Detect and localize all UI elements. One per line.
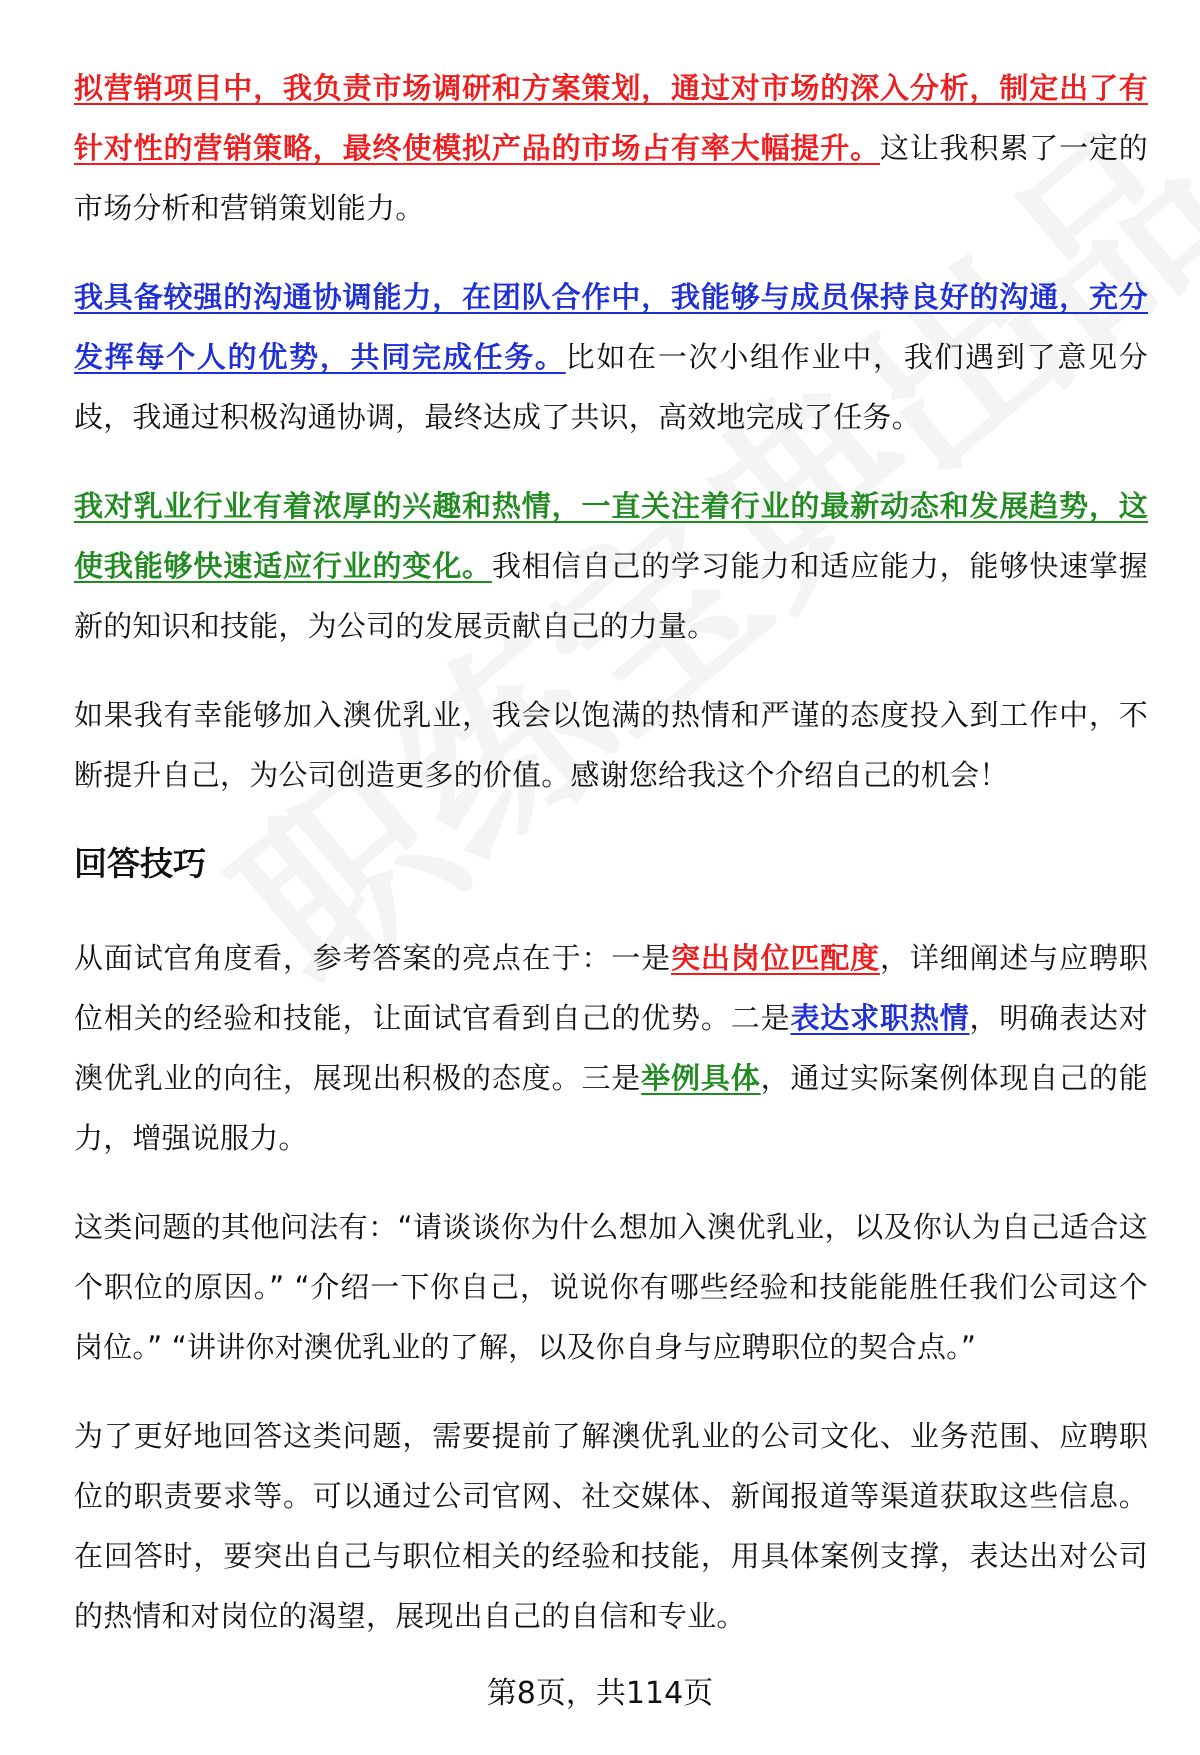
answer-paragraph-4: 如果我有幸能够加入澳优乳业，我会以饱满的热情和严谨的态度投入到工作中，不断提升自己，为公司创造更多的价值。感谢您给我这个介绍自己的机会！ [74,698,1148,792]
page-content [74,58,1148,1675]
body-text: 从面试官角度看，参考答案的亮点在于：一是 [74,941,672,975]
answer-paragraph-1 [74,58,1148,238]
answer-paragraph-2 [74,267,1148,447]
highlight-examples: 举例具体 [641,1061,761,1095]
body-text: 我相信自己的学习能力和适应能力，能够快速掌握新的知识和技能，为公司的发展贡献自己的力量。 [74,549,1148,643]
highlight-match: 突出岗位匹配度 [671,941,880,975]
body-text: ，明确表达对澳优乳业的向往，展现出积极的态度。三是 [74,1001,1149,1095]
tips-paragraph-3: 为了更好地回答这类问题，需要提前了解澳优乳业的公司文化、业务范围、应聘职位的职责要求等。可以通过公司官网、社交媒体、新闻报道等渠道获取这些信息。在回答时，要突出自己与职位相关的经验和技能，用具体案例支撑，表达出对公司的热情和对岗位的渴望，展现出自己的自信和专业。 [74,1419,1148,1633]
body-text: 比如在一次小组作业中，我们遇到了意见分歧，我通过积极沟通协调，最终达成了共识，高效地完成了任务。 [74,340,1148,434]
highlight-text: 我具备较强的沟通协调能力，在团队合作中，我能够与成员保持良好的沟通，充分发挥每个人的优势，共同完成任务。 [74,280,1148,374]
tips-paragraph-2: 这类问题的其他问法有：“请谈谈你为什么想加入澳优乳业，以及你认为自己适合这个职位的原因。” “介绍一下你自己，说说你有哪些经验和技能能胜任我们公司这个岗位。” “讲讲你对澳优乳业的了解，以及你自身与应聘职位的契合点。” [74,1210,1148,1364]
body-text: 这让我积累了一定的市场分析和营销策划能力。 [74,131,1148,225]
tips-paragraph-1 [74,928,1148,1168]
body-text: ，详细阐述与应聘职位相关的经验和技能，让面试官看到自己的优势。二是 [74,941,1148,1035]
highlight-text: 拟营销项目中，我负责市场调研和方案策划，通过对市场的深入分析，制定出了有针对性的营销策略，最终使模拟产品的市场占有率大幅提升。 [74,71,1148,165]
body-text: ，通过实际案例体现自己的能力，增强说服力。 [74,1061,1148,1155]
highlight-text: 我对乳业行业有着浓厚的兴趣和热情，一直关注着行业的最新动态和发展趋势，这使我能够快速适应行业的变化。 [74,489,1148,583]
highlight-enthusiasm: 表达求职热情 [790,1001,970,1035]
answer-paragraph-3 [74,476,1148,656]
page-number: 第8页，共114页 [486,1676,714,1711]
section-heading: 回答技巧 [74,844,206,883]
